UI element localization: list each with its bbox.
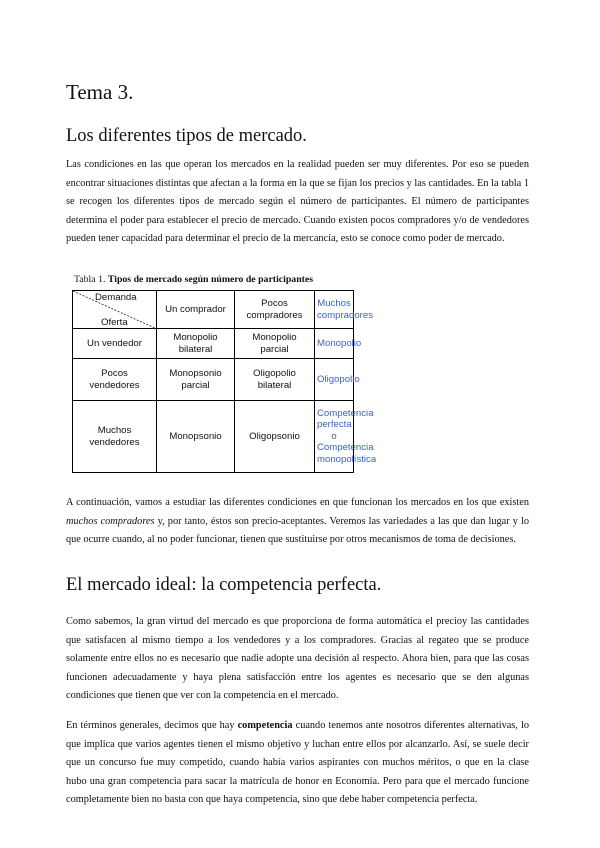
continuation-text-2: y, por tanto, éstos son precio-aceptantes. Veremos las variedades a las que dan lugar y lo que ocurre cuando, al no poder funcionar, tienen que sustituirse por otros mecanismos de toma de decisiones. bbox=[66, 515, 529, 546]
table-caption-prefix: Tabla 1. bbox=[74, 274, 106, 285]
table-caption-title: Tipos de mercado según número de participantes bbox=[107, 274, 314, 285]
corner-supply-label: Oferta bbox=[101, 317, 128, 328]
row-header-few-sellers: Pocos vendedores bbox=[73, 359, 157, 401]
section-title-market-types: Los diferentes tipos de mercado. bbox=[66, 126, 307, 146]
table-cell: Monopolio parcial bbox=[235, 329, 315, 359]
continuation-paragraph bbox=[66, 494, 529, 550]
table-cell: Competencia perfecta o Competencia monopolística bbox=[315, 401, 354, 473]
market-types-table bbox=[72, 290, 377, 473]
table-cell: Monopolio bbox=[315, 329, 354, 359]
row-header-one-seller: Un vendedor bbox=[73, 329, 157, 359]
corner-demand-label: Demanda bbox=[95, 292, 137, 303]
table-cell: Oligopsonio bbox=[235, 401, 315, 473]
table-cell: Monopolio bilateral bbox=[157, 329, 235, 359]
table-cell: Monopsonio bbox=[157, 401, 235, 473]
continuation-italic: muchos compradores bbox=[66, 515, 155, 527]
table-cell: Oligopolio bilateral bbox=[235, 359, 315, 401]
column-header-few-buyers: Pocos compradores bbox=[235, 291, 315, 329]
table-cell: Oligopolio bbox=[315, 359, 354, 401]
section-title-perfect-competition: El mercado ideal: la competencia perfecta. bbox=[66, 575, 382, 595]
perfect-competition-paragraph-1: Como sabemos, la gran virtud del mercado es que proporciona de forma automática el precioy las cantidades que satisfacen al mismo tiempo a los vendedores y a los compradores. Gracias al regateo que se produce solamente entre ellos no es necesario que nadie adopte una decisión al respecto. Ahora bien, para que las cosas funcionen adecuadamente y haya plena satisfacción entre los agentes es necesario que se den algunas condiciones que tienen que ver con la competencia en el mercado. bbox=[66, 616, 529, 702]
column-header-one-buyer: Un comprador bbox=[157, 291, 235, 329]
corner-header-cell bbox=[73, 291, 157, 329]
competition-bold-term: competencia bbox=[237, 720, 293, 731]
row-header-many-sellers: Muchos vendedores bbox=[73, 401, 157, 473]
intro-paragraph: Las condiciones en las que operan los mercados en la realidad pueden ser muy diferentes. Por eso se pueden encontrar situaciones distintas que afectan a la forma en la que se fijan los precios y las cantidades. En la tabla 1 se recogen los diferentes tipos de mercado según el número de participantes. El número de participantes determina el poder para establecer el precio de mercado. Cuando existen pocos compradores y/o de vendedores pueden tener capacidad para determinar el precio de la mercancía, esto se conoce como poder de mercado. bbox=[66, 159, 529, 245]
topic-heading: Tema 3. bbox=[66, 80, 134, 104]
continuation-text-1: A continuación, vamos a estudiar las diferentes condiciones en que funcionan los mercados en los que existen bbox=[66, 497, 529, 508]
competition-text-1: En términos generales, decimos que hay bbox=[66, 720, 238, 731]
competition-text-2: cuando tenemos ante nosotros diferentes alternativas, lo que implica que varios agentes tienen el mismo objetivo y luchan entre ellos por alcanzarlo. Así, se suele decir que un concurso fue muy competido, cuando había varios aspirantes con muchos méritos, o que en la clase hubo una gran competencia para sacar la matrícula de honor en Economía. Pero para que el mercado funcione completamente bien no basta con que haya competencia, sino que debe haber competencia perfecta. bbox=[66, 720, 529, 806]
column-header-many-buyers: Muchos compradores bbox=[315, 291, 354, 329]
table-cell: Monopsonio parcial bbox=[157, 359, 235, 401]
perfect-competition-paragraph-2 bbox=[66, 717, 529, 810]
table-caption bbox=[74, 274, 313, 285]
